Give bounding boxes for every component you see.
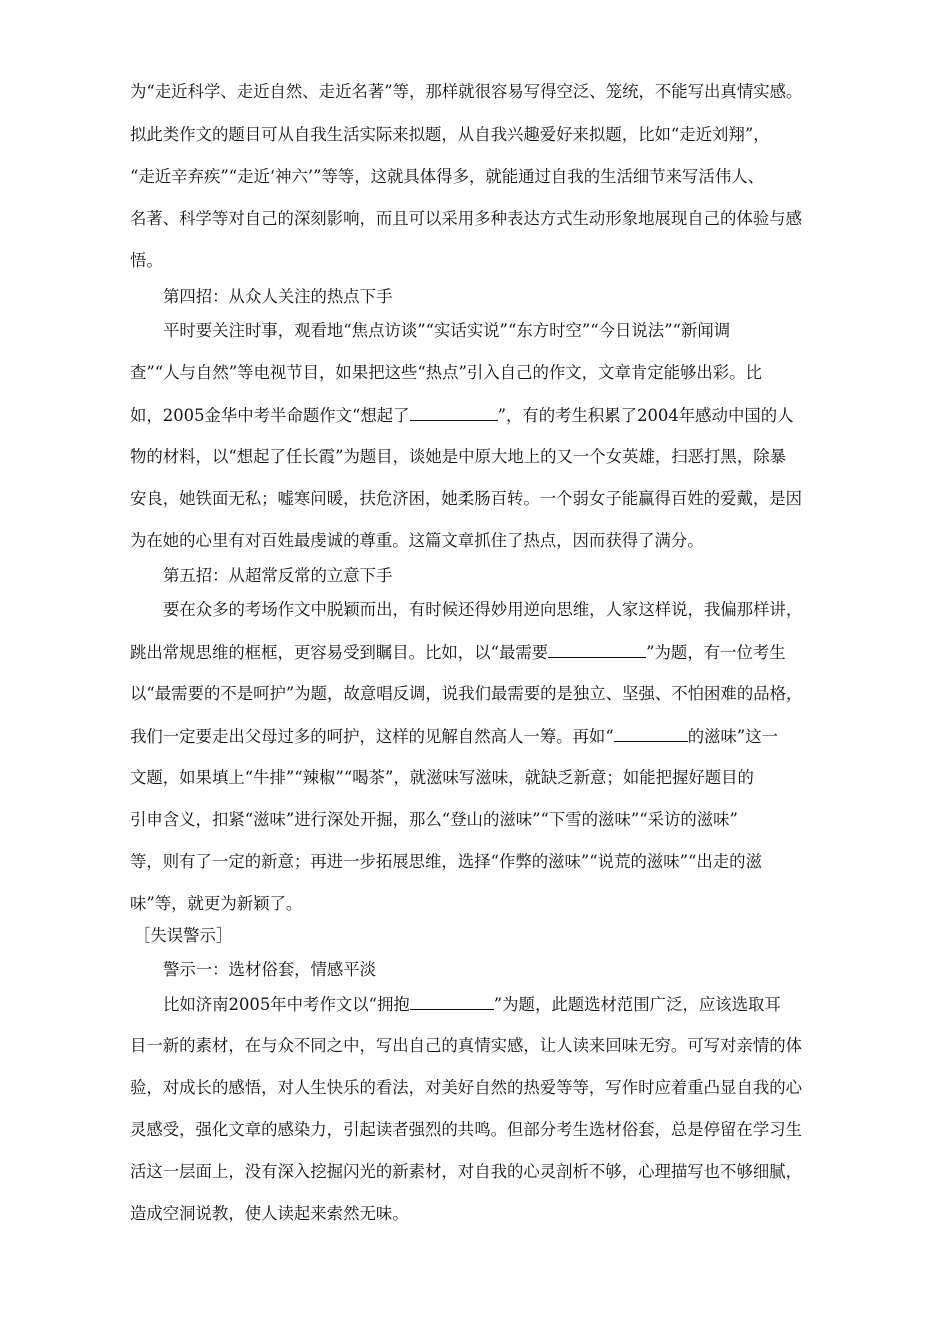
line-text: 的滋味”这一 (687, 727, 779, 746)
line-text: 比如济南2005年中考作文以“拥抱 (163, 995, 410, 1014)
paragraph-line: “走近辛弃疾”“走近‘神六’”等等，这就具体得多，就能通过自我的生活细节来写活伟人、 (130, 167, 764, 186)
paragraph-line: 平时要关注时事，观看地“焦点访谈”“实话实说”“东方时空”“今日说法”“新闻调 (163, 321, 731, 340)
paragraph-line: 安良，她铁面无私；嘘寒问暖，扶危济困，她柔肠百转。一个弱女子能赢得百姓的爱戴，是因 (130, 489, 803, 508)
fill-in-blank (410, 993, 494, 1010)
paragraph-line: 灵感受，强化文章的感染力，引起读者强烈的共鸣。但部分考生选材俗套，总是停留在学习生 (130, 1120, 803, 1139)
paragraph-line: 名著、科学等对自己的深刻影响，而且可以采用多种表达方式生动形象地展现自己的体验与感 (130, 209, 803, 228)
paragraph-line: 味”等，就更为新颖了。 (130, 894, 303, 913)
paragraph-line: 查”“人与自然”等电视节目，如果把这些“热点”引入自己的作文，文章肯定能够出彩。比 (130, 363, 762, 382)
paragraph-line: 验，对成长的感悟，对人生快乐的看法，对美好自然的热爱等等，写作时应着重凸显自我的心 (130, 1078, 803, 1097)
paragraph-line (130, 641, 830, 664)
paragraph-line (130, 404, 830, 427)
paragraph-line: 拟此类作文的题目可从自我生活实际来拟题，从自我兴趣爱好来拟题，比如“走近刘翔”， (130, 125, 770, 144)
section-heading: 第四招：从众人关注的热点下手 (163, 287, 393, 306)
paragraph-line: 目一新的素材，在与众不同之中，写出自己的真情实感，让人读来回味无穷。可写对亲情的体 (130, 1036, 803, 1055)
fill-in-blank (614, 725, 688, 742)
line-text: 如，2005金华中考半命题作文“想起了 (130, 406, 410, 425)
paragraph-line: 为“走近科学、走近自然、走近名著”等，那样就很容易写得空泛、笼统，不能写出真情实感。 (130, 82, 803, 101)
paragraph-line: 悟。 (130, 251, 163, 270)
fill-in-blank (410, 404, 498, 421)
line-text: 跳出常规思维的框框，更容易受到瞩目。比如，以“最需要 (130, 643, 549, 662)
paragraph-line: 活这一层面上，没有深入挖掘闪光的新素材，对自我的心灵剖析不够，心理描写也不够细腻， (130, 1162, 803, 1181)
fill-in-blank (548, 641, 646, 658)
paragraph-line: 以“最需要的不是呵护”为题，故意唱反调，说我们最需要的是独立、坚强、不怕困难的品格， (130, 684, 803, 703)
line-text: ”为题，此题选材范围广泛，应该选取耳 (493, 995, 781, 1014)
paragraph-line: 要在众多的考场作文中脱颖而出，有时候还得妙用逆向思维，人家这样说，我偏那样讲， (163, 600, 803, 619)
line-text: ”为题，有一位考生 (646, 643, 786, 662)
section-heading: 第五招：从超常反常的立意下手 (163, 566, 393, 585)
paragraph-line: 文题，如果填上“牛排”“辣椒”“喝茶”，就滋味写滋味，就缺乏新意；如能把握好题目的 (130, 768, 754, 787)
paragraph-line: 等，则有了一定的新意；再进一步拓展思维，选择“作弊的滋味”“说荒的滋味”“出走的滋 (130, 852, 762, 871)
paragraph-line: 造成空洞说教，使人读起来索然无味。 (130, 1204, 409, 1223)
paragraph-line: 引申含义，扣紧“滋味”进行深处开掘，那么“登山的滋味”“下雪的滋味”“采访的滋味” (130, 810, 738, 829)
section-label: ［失误警示］ (134, 926, 233, 945)
paragraph-line (163, 993, 863, 1016)
paragraph-line: 物的材料，以“想起了任长霞”为题目，谈她是中原大地上的又一个女英雄，扫恶打黑，除暴 (130, 447, 786, 466)
line-text: ”，有的考生积累了2004年感动中国的人 (497, 406, 794, 425)
line-text: 我们一定要走出父母过多的呵护，这样的见解自然高人一筹。再如“ (130, 727, 614, 746)
paragraph-line: 为在她的心里有对百姓最虔诚的尊重。这篇文章抓住了热点，因而获得了满分。 (130, 531, 704, 550)
paragraph-line (130, 725, 830, 748)
section-heading: 警示一：选材俗套，情感平淡 (163, 960, 377, 979)
